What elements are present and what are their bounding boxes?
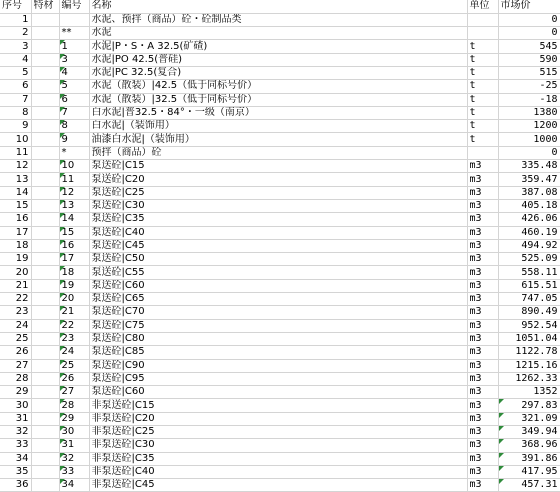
table-row (0, 106, 560, 119)
unit-cell[interactable]: m3 (467, 279, 498, 292)
table-row (0, 332, 560, 345)
price-cell[interactable]: 1000 (498, 133, 560, 146)
special-cell[interactable] (31, 359, 59, 372)
name-cell[interactable]: 白水泥|普32.5・84°・一级（南京） (89, 106, 467, 119)
price-cell[interactable]: 1352 (498, 386, 560, 399)
code-cell[interactable]: 29 (59, 412, 89, 425)
special-cell[interactable] (31, 66, 59, 79)
row-index-cell[interactable]: 32 (0, 426, 31, 439)
name-cell[interactable]: 非泵送砼|C40 (89, 465, 467, 478)
price-cell[interactable]: 1122.78 (498, 346, 560, 359)
row-index-cell[interactable]: 34 (0, 452, 31, 465)
code-cell[interactable]: 19 (59, 279, 89, 292)
row-index-cell[interactable]: 9 (0, 120, 31, 133)
unit-cell[interactable]: m3 (467, 266, 498, 279)
name-cell[interactable]: 预拌（商品）砼 (89, 146, 467, 159)
table-row (0, 226, 560, 239)
code-cell[interactable]: 4 (59, 66, 89, 79)
row-index-cell[interactable]: 14 (0, 186, 31, 199)
table-row (0, 213, 560, 226)
row-index-cell[interactable]: 19 (0, 253, 31, 266)
unit-cell[interactable]: m3 (467, 293, 498, 306)
code-cell[interactable]: 30 (59, 426, 89, 439)
unit-cell[interactable]: t (467, 66, 498, 79)
row-index-cell[interactable]: 23 (0, 306, 31, 319)
unit-cell[interactable]: m3 (467, 386, 498, 399)
name-cell[interactable]: 非泵送砼|C45 (89, 479, 467, 492)
table-row (0, 186, 560, 199)
code-cell[interactable]: 12 (59, 186, 89, 199)
row-index-cell[interactable]: 15 (0, 199, 31, 212)
special-cell[interactable] (31, 386, 59, 399)
unit-cell[interactable] (467, 146, 498, 159)
row-index-cell[interactable]: 10 (0, 133, 31, 146)
name-cell[interactable]: 泵送砼|C85 (89, 346, 467, 359)
special-cell[interactable] (31, 306, 59, 319)
special-cell[interactable] (31, 399, 59, 412)
price-cell[interactable]: 359.47 (498, 173, 560, 186)
price-cell[interactable]: 349.94 (498, 426, 560, 439)
unit-cell[interactable]: m3 (467, 319, 498, 332)
row-index-cell[interactable]: 28 (0, 372, 31, 385)
code-cell[interactable]: 24 (59, 346, 89, 359)
row-index-cell[interactable]: 7 (0, 93, 31, 106)
price-cell[interactable]: 321.09 (498, 412, 560, 425)
special-cell[interactable] (31, 479, 59, 492)
row-index-cell[interactable]: 26 (0, 346, 31, 359)
table-row (0, 173, 560, 186)
row-index-cell[interactable]: 3 (0, 40, 31, 53)
unit-cell[interactable]: m3 (467, 213, 498, 226)
table-row (0, 412, 560, 425)
special-cell[interactable] (31, 426, 59, 439)
unit-cell[interactable]: m3 (467, 186, 498, 199)
special-cell[interactable] (31, 53, 59, 66)
name-cell[interactable]: 泵送砼|C60 (89, 386, 467, 399)
price-cell[interactable]: 515 (498, 66, 560, 79)
table-row (0, 160, 560, 173)
code-cell[interactable]: 6 (59, 93, 89, 106)
row-index-cell[interactable]: 2 (0, 27, 31, 40)
table-row (0, 359, 560, 372)
special-cell[interactable] (31, 160, 59, 173)
unit-cell[interactable]: t (467, 40, 498, 53)
price-cell[interactable]: 525.09 (498, 253, 560, 266)
unit-cell[interactable]: m3 (467, 426, 498, 439)
row-index-cell[interactable]: 35 (0, 465, 31, 478)
special-cell[interactable] (31, 186, 59, 199)
table-row (0, 426, 560, 439)
header-cell-code[interactable]: 编号 (59, 0, 89, 13)
price-cell[interactable]: 558.11 (498, 266, 560, 279)
code-cell[interactable]: 15 (59, 226, 89, 239)
name-cell[interactable]: 泵送砼|C50 (89, 253, 467, 266)
special-cell[interactable] (31, 173, 59, 186)
table-row (0, 386, 560, 399)
unit-cell[interactable]: m3 (467, 160, 498, 173)
name-cell[interactable]: 泵送砼|C80 (89, 332, 467, 345)
table-row (0, 239, 560, 252)
name-cell[interactable]: 水泥（散装）|42.5（低于同标号价） (89, 80, 467, 93)
name-cell[interactable]: 水泥|PO 42.5(普硅) (89, 53, 467, 66)
name-cell[interactable]: 非泵送砼|C15 (89, 399, 467, 412)
table-row (0, 479, 560, 492)
row-index-cell[interactable]: 6 (0, 80, 31, 93)
header-row (0, 0, 560, 13)
special-cell[interactable] (31, 319, 59, 332)
table-row (0, 452, 560, 465)
row-index-cell[interactable]: 1 (0, 13, 31, 26)
price-cell[interactable]: 890.49 (498, 306, 560, 319)
price-cell[interactable]: 545 (498, 40, 560, 53)
price-cell[interactable]: 615.51 (498, 279, 560, 292)
table-row (0, 253, 560, 266)
row-index-cell[interactable]: 25 (0, 332, 31, 345)
row-index-cell[interactable]: 5 (0, 66, 31, 79)
unit-cell[interactable]: m3 (467, 346, 498, 359)
header-cell-special[interactable]: 特材 (31, 0, 59, 13)
unit-cell[interactable]: m3 (467, 479, 498, 492)
header-cell-name[interactable]: 名称 (89, 0, 467, 13)
price-cell[interactable]: 952.54 (498, 319, 560, 332)
unit-cell[interactable]: t (467, 80, 498, 93)
special-cell[interactable] (31, 226, 59, 239)
row-index-cell[interactable]: 4 (0, 53, 31, 66)
price-cell[interactable]: 368.96 (498, 439, 560, 452)
special-cell[interactable] (31, 93, 59, 106)
code-cell[interactable]: 34 (59, 479, 89, 492)
code-cell[interactable]: 22 (59, 319, 89, 332)
name-cell[interactable]: 非泵送砼|C35 (89, 452, 467, 465)
code-cell[interactable]: 27 (59, 386, 89, 399)
code-cell[interactable]: 28 (59, 399, 89, 412)
special-cell[interactable] (31, 346, 59, 359)
row-index-cell[interactable]: 29 (0, 386, 31, 399)
row-index-cell[interactable]: 11 (0, 146, 31, 159)
name-cell[interactable]: 泵送砼|C20 (89, 173, 467, 186)
name-cell[interactable]: 水泥|P・S・A 32.5(矿碴) (89, 40, 467, 53)
name-cell[interactable]: 非泵送砼|C25 (89, 426, 467, 439)
code-cell[interactable]: 25 (59, 359, 89, 372)
price-cell[interactable]: 457.31 (498, 479, 560, 492)
row-index-cell[interactable]: 13 (0, 173, 31, 186)
name-cell[interactable]: 非泵送砼|C30 (89, 439, 467, 452)
special-cell[interactable] (31, 40, 59, 53)
price-cell[interactable]: 426.06 (498, 213, 560, 226)
name-cell[interactable]: 油漆白水泥|（装饰用） (89, 133, 467, 146)
name-cell[interactable]: 泵送砼|C60 (89, 279, 467, 292)
name-cell[interactable]: 泵送砼|C25 (89, 186, 467, 199)
code-cell[interactable]: 10 (59, 160, 89, 173)
name-cell[interactable]: 泵送砼|C90 (89, 359, 467, 372)
row-index-cell[interactable]: 21 (0, 279, 31, 292)
unit-cell[interactable] (467, 27, 498, 40)
unit-cell[interactable]: m3 (467, 465, 498, 478)
price-cell[interactable]: 417.95 (498, 465, 560, 478)
name-cell[interactable]: 泵送砼|C40 (89, 226, 467, 239)
table-row (0, 120, 560, 133)
code-cell[interactable]: ** (59, 27, 89, 40)
row-index-cell[interactable]: 27 (0, 359, 31, 372)
price-cell[interactable]: 0 (498, 13, 560, 26)
code-cell[interactable]: * (59, 146, 89, 159)
table-row (0, 306, 560, 319)
row-index-cell[interactable]: 20 (0, 266, 31, 279)
table-row (0, 465, 560, 478)
table-row (0, 146, 560, 159)
special-cell[interactable] (31, 199, 59, 212)
name-cell[interactable]: 泵送砼|C75 (89, 319, 467, 332)
header-cell-unit[interactable]: 单位 (467, 0, 498, 13)
row-index-cell[interactable]: 33 (0, 439, 31, 452)
special-cell[interactable] (31, 253, 59, 266)
unit-cell[interactable]: t (467, 106, 498, 119)
special-cell[interactable] (31, 465, 59, 478)
name-cell[interactable]: 水泥（散装）|32.5（低于同标号价） (89, 93, 467, 106)
unit-cell[interactable]: m3 (467, 253, 498, 266)
code-cell[interactable]: 5 (59, 80, 89, 93)
unit-cell[interactable]: t (467, 133, 498, 146)
price-cell[interactable]: 1200 (498, 120, 560, 133)
table-row (0, 40, 560, 53)
special-cell[interactable] (31, 146, 59, 159)
code-cell[interactable]: 13 (59, 199, 89, 212)
code-cell[interactable]: 26 (59, 372, 89, 385)
code-cell[interactable]: 23 (59, 332, 89, 345)
unit-cell[interactable]: m3 (467, 412, 498, 425)
price-cell[interactable]: 747.05 (498, 293, 560, 306)
name-cell[interactable]: 泵送砼|C70 (89, 306, 467, 319)
price-cell[interactable]: -25 (498, 80, 560, 93)
table-row (0, 439, 560, 452)
table-row (0, 372, 560, 385)
code-cell[interactable]: 33 (59, 465, 89, 478)
code-cell[interactable]: 9 (59, 133, 89, 146)
code-cell[interactable] (59, 13, 89, 26)
special-cell[interactable] (31, 120, 59, 133)
unit-cell[interactable]: m3 (467, 239, 498, 252)
table-row (0, 279, 560, 292)
price-cell[interactable]: 297.83 (498, 399, 560, 412)
price-cell[interactable]: 1262.33 (498, 372, 560, 385)
price-cell[interactable]: 405.18 (498, 199, 560, 212)
code-cell[interactable]: 20 (59, 293, 89, 306)
name-cell[interactable]: 水泥|PC 32.5(复合) (89, 66, 467, 79)
unit-cell[interactable]: m3 (467, 399, 498, 412)
code-cell[interactable]: 18 (59, 266, 89, 279)
price-cell[interactable]: 494.92 (498, 239, 560, 252)
special-cell[interactable] (31, 439, 59, 452)
unit-cell[interactable]: m3 (467, 439, 498, 452)
row-index-cell[interactable]: 16 (0, 213, 31, 226)
name-cell[interactable]: 泵送砼|C30 (89, 199, 467, 212)
price-cell[interactable]: 387.08 (498, 186, 560, 199)
special-cell[interactable] (31, 213, 59, 226)
special-cell[interactable] (31, 332, 59, 345)
table-row (0, 93, 560, 106)
header-cell-price[interactable]: 市场价 (498, 0, 560, 13)
name-cell[interactable]: 泵送砼|C45 (89, 239, 467, 252)
table-row (0, 80, 560, 93)
special-cell[interactable] (31, 293, 59, 306)
special-cell[interactable] (31, 239, 59, 252)
code-cell[interactable]: 32 (59, 452, 89, 465)
unit-cell[interactable]: m3 (467, 226, 498, 239)
price-cell[interactable]: -18 (498, 93, 560, 106)
unit-cell[interactable]: m3 (467, 332, 498, 345)
row-index-cell[interactable]: 17 (0, 226, 31, 239)
price-cell[interactable]: 1051.04 (498, 332, 560, 345)
table-row (0, 199, 560, 212)
special-cell[interactable] (31, 27, 59, 40)
price-cell[interactable]: 1380 (498, 106, 560, 119)
code-cell[interactable]: 17 (59, 253, 89, 266)
unit-cell[interactable]: t (467, 53, 498, 66)
special-cell[interactable] (31, 279, 59, 292)
price-cell[interactable]: 391.86 (498, 452, 560, 465)
row-index-cell[interactable]: 30 (0, 399, 31, 412)
table-row (0, 319, 560, 332)
row-index-cell[interactable]: 8 (0, 106, 31, 119)
unit-cell[interactable]: m3 (467, 173, 498, 186)
code-cell[interactable]: 11 (59, 173, 89, 186)
row-index-cell[interactable]: 12 (0, 160, 31, 173)
unit-cell[interactable]: m3 (467, 452, 498, 465)
name-cell[interactable]: 非泵送砼|C20 (89, 412, 467, 425)
code-cell[interactable]: 3 (59, 53, 89, 66)
price-cell[interactable]: 0 (498, 146, 560, 159)
code-cell[interactable]: 1 (59, 40, 89, 53)
special-cell[interactable] (31, 133, 59, 146)
special-cell[interactable] (31, 80, 59, 93)
special-cell[interactable] (31, 266, 59, 279)
special-cell[interactable] (31, 106, 59, 119)
code-cell[interactable]: 7 (59, 106, 89, 119)
table-row (0, 27, 560, 40)
code-cell[interactable]: 16 (59, 239, 89, 252)
table-row (0, 293, 560, 306)
special-cell[interactable] (31, 372, 59, 385)
table-row (0, 133, 560, 146)
row-index-cell[interactable]: 31 (0, 412, 31, 425)
unit-cell[interactable]: t (467, 120, 498, 133)
table-row (0, 266, 560, 279)
unit-cell[interactable]: m3 (467, 359, 498, 372)
row-index-cell[interactable]: 18 (0, 239, 31, 252)
name-cell[interactable]: 白水泥|（装饰用） (89, 120, 467, 133)
name-cell[interactable]: 水泥、预拌（商品）砼・砼制品类 (89, 13, 467, 26)
table-row (0, 53, 560, 66)
name-cell[interactable]: 泵送砼|C65 (89, 293, 467, 306)
name-cell[interactable]: 泵送砼|C35 (89, 213, 467, 226)
special-cell[interactable] (31, 412, 59, 425)
table-row (0, 66, 560, 79)
unit-cell[interactable] (467, 13, 498, 26)
unit-cell[interactable]: m3 (467, 372, 498, 385)
name-cell[interactable]: 泵送砼|C15 (89, 160, 467, 173)
unit-cell[interactable]: m3 (467, 199, 498, 212)
unit-cell[interactable]: m3 (467, 306, 498, 319)
code-cell[interactable]: 21 (59, 306, 89, 319)
table-row (0, 346, 560, 359)
special-cell[interactable] (31, 13, 59, 26)
price-cell[interactable]: 335.48 (498, 160, 560, 173)
price-cell[interactable]: 1215.16 (498, 359, 560, 372)
code-cell[interactable]: 14 (59, 213, 89, 226)
header-cell-index[interactable]: 序号 (0, 0, 31, 13)
row-index-cell[interactable]: 24 (0, 319, 31, 332)
name-cell[interactable]: 泵送砼|C55 (89, 266, 467, 279)
name-cell[interactable]: 泵送砼|C95 (89, 372, 467, 385)
row-index-cell[interactable]: 22 (0, 293, 31, 306)
unit-cell[interactable]: t (467, 93, 498, 106)
price-cell[interactable]: 590 (498, 53, 560, 66)
special-cell[interactable] (31, 452, 59, 465)
price-cell[interactable]: 460.19 (498, 226, 560, 239)
code-cell[interactable]: 8 (59, 120, 89, 133)
code-cell[interactable]: 31 (59, 439, 89, 452)
row-index-cell[interactable]: 36 (0, 479, 31, 492)
price-cell[interactable]: 0 (498, 27, 560, 40)
name-cell[interactable]: 水泥 (89, 27, 467, 40)
table-row (0, 13, 560, 26)
table-row (0, 399, 560, 412)
